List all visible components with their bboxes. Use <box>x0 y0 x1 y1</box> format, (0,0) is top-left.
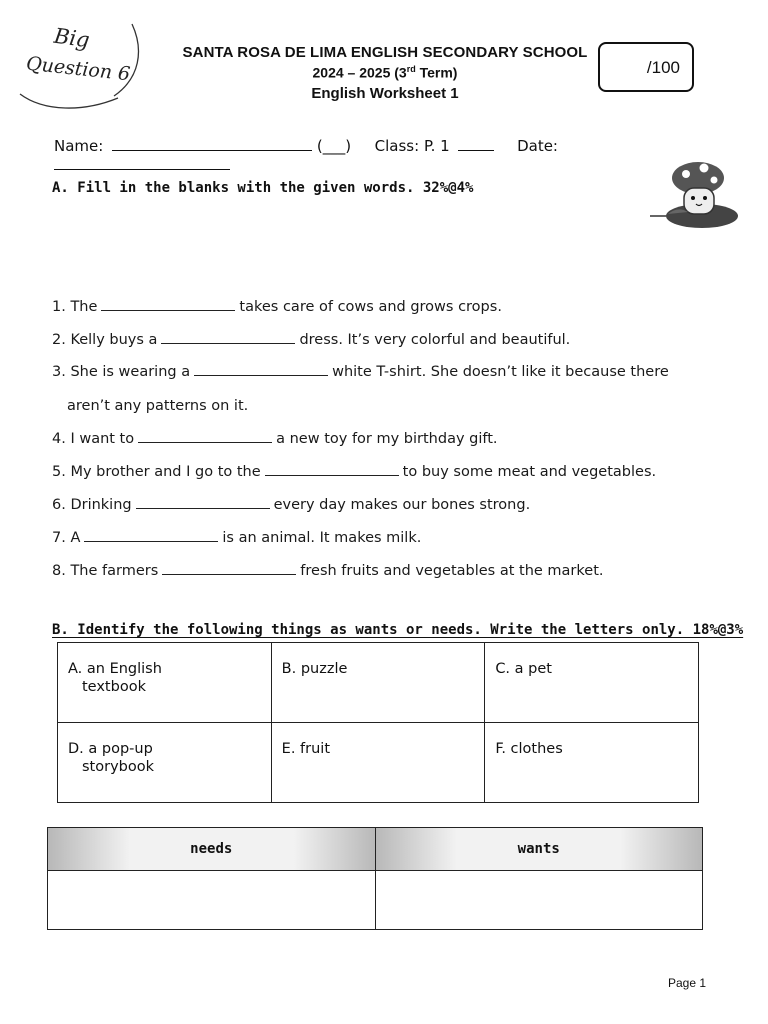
question-2 <box>52 331 570 348</box>
q5-before: 5. My brother and I go to the <box>52 464 261 480</box>
question-8 <box>52 562 604 579</box>
date-field[interactable] <box>54 155 230 170</box>
question-3-continued: aren’t any patterns on it. <box>67 398 249 414</box>
student-info-row <box>54 136 714 174</box>
item-d-line1: D. a pop-up <box>68 741 153 757</box>
question-3 <box>52 363 669 380</box>
question-4 <box>52 430 498 447</box>
needs-wants-table <box>47 827 703 930</box>
item-cell-d <box>58 723 272 803</box>
q6-blank[interactable] <box>136 496 270 509</box>
q3-before: 3. She is wearing a <box>52 364 191 380</box>
page-number: Page 1 <box>668 976 707 990</box>
item-cell-c <box>485 643 699 723</box>
item-cell-a <box>58 643 272 723</box>
wants-header: wants <box>375 828 703 871</box>
school-year <box>170 64 600 81</box>
q4-after: a new toy for my birthday gift. <box>276 431 498 447</box>
q2-before: 2. Kelly buys a <box>52 332 158 348</box>
big-question-stamp <box>14 20 154 120</box>
needs-header: needs <box>48 828 376 871</box>
class-number-paren: (___) <box>316 137 352 155</box>
needs-answer-cell[interactable] <box>48 871 376 930</box>
stamp-line-2: Question 6 <box>25 52 132 86</box>
q2-blank[interactable] <box>161 331 295 344</box>
q3-after: white T-shirt. She doesn’t like it because there <box>332 364 669 380</box>
year-superscript: rd <box>406 64 416 74</box>
items-table <box>57 642 699 803</box>
worksheet-header <box>170 44 600 102</box>
item-a-line1: A. an English <box>68 661 162 677</box>
q8-blank[interactable] <box>162 562 296 575</box>
item-f-line1: F. clothes <box>495 741 563 757</box>
question-6 <box>52 496 530 513</box>
q6-before: 6. Drinking <box>52 497 132 513</box>
worksheet-title: English Worksheet 1 <box>311 84 459 102</box>
mushroom-character-icon <box>648 156 744 234</box>
item-a-line2: textbook <box>82 679 146 695</box>
wants-answer-cell[interactable] <box>375 871 703 930</box>
q8-before: 8. The farmers <box>52 563 159 579</box>
item-b-line1: B. puzzle <box>281 661 348 677</box>
score-total: /100 <box>646 58 680 77</box>
q4-blank[interactable] <box>138 430 272 443</box>
q1-after: takes care of cows and grows crops. <box>239 299 502 315</box>
stamp-line-1: Big <box>52 23 92 53</box>
name-field[interactable] <box>112 136 312 151</box>
item-cell-f <box>485 723 699 803</box>
q7-blank[interactable] <box>84 529 218 542</box>
class-field[interactable] <box>458 136 494 151</box>
item-e-line1: E. fruit <box>281 741 331 757</box>
section-a-title: A. Fill in the blanks with the given words. 32%@4% <box>52 180 474 196</box>
school-name: SANTA ROSA DE LIMA ENGLISH SECONDARY SCHOOL <box>182 44 588 61</box>
item-c-line1: C. a pet <box>495 661 552 677</box>
q5-blank[interactable] <box>265 463 399 476</box>
q2-after: dress. It’s very colorful and beautiful. <box>299 332 571 348</box>
question-5 <box>52 463 656 480</box>
item-cell-e <box>271 723 485 803</box>
q3-blank[interactable] <box>194 363 328 376</box>
name-label: Name: <box>54 137 104 155</box>
section-b-title: B. Identify the following things as wants or needs. Write the letters only. 18%@3% <box>52 622 744 638</box>
year-text: 2024 – 2025 (3 <box>312 64 407 81</box>
class-label: Class: P. 1 <box>374 137 450 155</box>
q5-after: to buy some meat and vegetables. <box>402 464 657 480</box>
date-label: Date: <box>517 137 558 155</box>
q7-after: is an animal. It makes milk. <box>222 530 422 546</box>
q8-after: fresh fruits and vegetables at the market. <box>300 563 604 579</box>
question-1 <box>52 298 502 315</box>
q6-after: every day makes our bones strong. <box>273 497 531 513</box>
q1-blank[interactable] <box>101 298 235 311</box>
question-7 <box>52 529 421 546</box>
score-box <box>598 42 694 92</box>
q1-before: 1. The <box>52 299 98 315</box>
year-tail: Term) <box>415 64 458 81</box>
item-d-line2: storybook <box>82 759 154 775</box>
q7-before: 7. A <box>52 530 81 546</box>
item-cell-b <box>271 643 485 723</box>
q4-before: 4. I want to <box>52 431 135 447</box>
